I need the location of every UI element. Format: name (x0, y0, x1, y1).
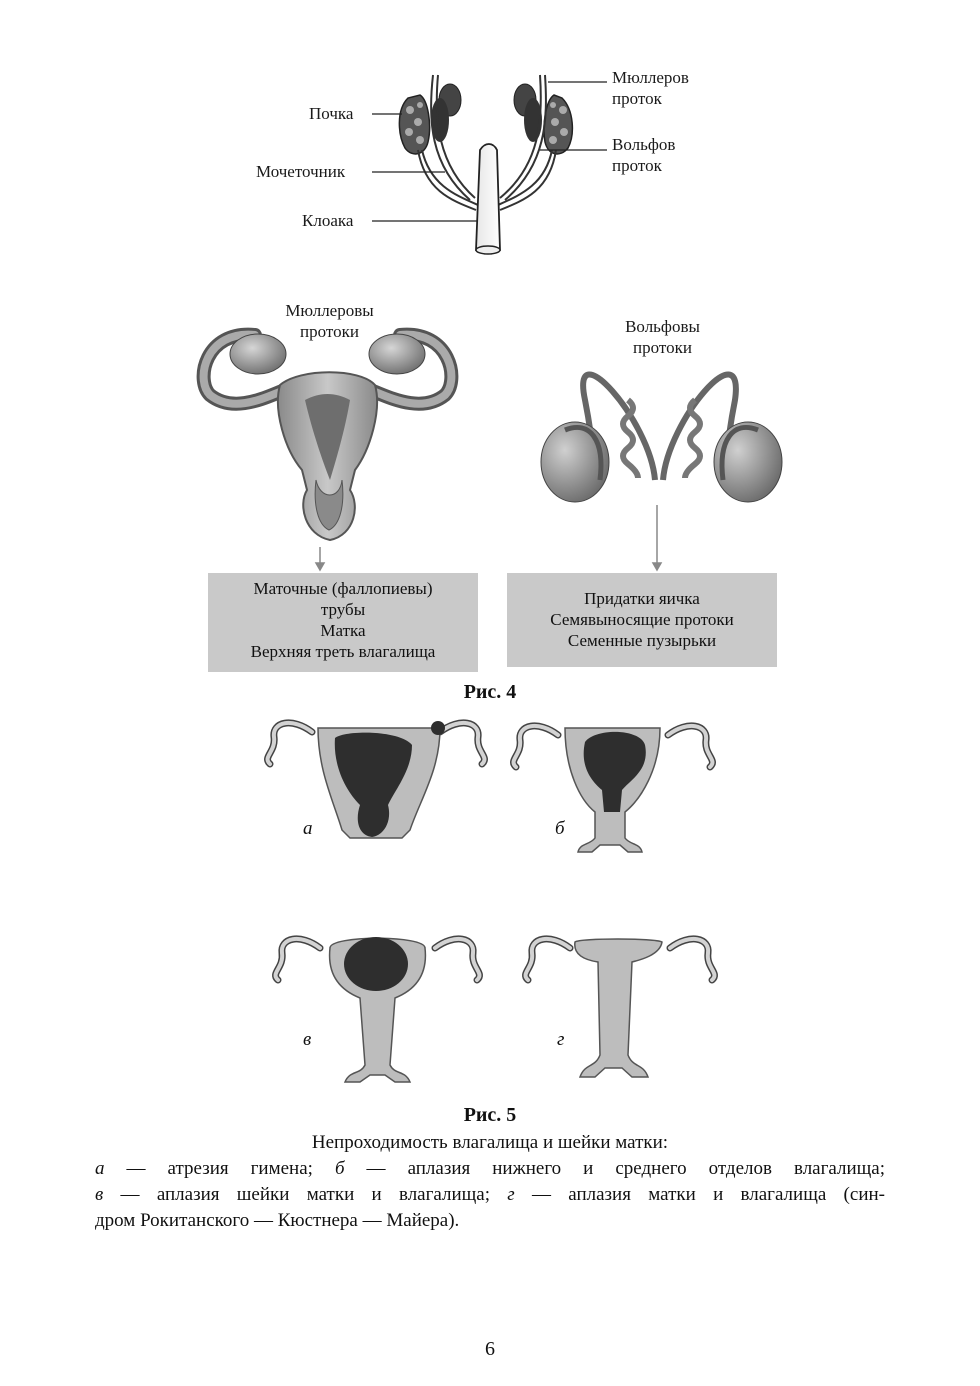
legend-letter-b: б (334, 1158, 345, 1179)
fig4-caption: Рис. 4 (463, 681, 517, 703)
label-ureter: Мочеточник (256, 162, 346, 181)
label-wolff-duct-1: Вольфов (612, 135, 676, 154)
fig5-panel-a (268, 721, 485, 838)
fig5-letter-v: в (303, 1029, 312, 1050)
fig4-muller-title-1: Мюллеровы (285, 301, 374, 320)
male-box-line: Семенные пузырьки (567, 631, 717, 650)
label-muller-duct-1: Мюллеров (612, 68, 689, 87)
legend-letter-g: г (507, 1184, 515, 1205)
fig5-letter-b: б (555, 818, 565, 839)
legend-text-g: — аплазия матки и влагалища (син- (514, 1184, 885, 1205)
fig5-panel-b (514, 726, 713, 852)
fig5-panel-v (276, 937, 480, 1082)
fig5-legend-line-3: дром Рокитанского — Кюстнера — Майера). (95, 1210, 460, 1231)
fig5-subtitle: Непроходимость влагалища и шейки матки: (311, 1132, 669, 1153)
fig5-caption: Рис. 5 (463, 1104, 517, 1126)
label-muller-duct-2: проток (612, 89, 662, 108)
legend-text-a: — атрезия гимена; (104, 1158, 335, 1179)
legend-text-b: — аплазия нижнего и среднего отделов влагалища; (344, 1158, 885, 1179)
fig4-wolff-title-2: протоки (633, 338, 692, 357)
fig5-panel-g (526, 939, 715, 1077)
female-box-line: трубы (320, 600, 366, 619)
female-box-line: Маточные (фаллопиевы) (253, 579, 433, 598)
female-box-line: Верхняя треть влагалища (250, 642, 436, 661)
fig5-legend-line-2 (95, 1182, 885, 1208)
fig5-letter-a: а (303, 818, 313, 839)
fig4-wolff-title-1: Вольфовы (625, 317, 700, 336)
fig4-muller-title-2: протоки (300, 322, 359, 341)
label-cloaca: Клоака (302, 211, 354, 230)
page-number: 6 (485, 1338, 495, 1360)
label-kidney: Почка (309, 104, 354, 123)
label-wolff-duct-2: проток (612, 156, 662, 175)
fig5-letter-g: г (557, 1029, 565, 1050)
male-box-line: Семявыносящие протоки (550, 610, 734, 629)
legend-text-v: — аплазия шейки матки и влагалища; (103, 1184, 508, 1205)
female-box-line: Матка (320, 621, 366, 640)
legend-letter-a: а (95, 1158, 105, 1179)
male-box-line: Придатки яичка (584, 589, 700, 608)
fig5-legend-line-1 (95, 1156, 885, 1182)
legend-letter-v: в (95, 1184, 104, 1205)
